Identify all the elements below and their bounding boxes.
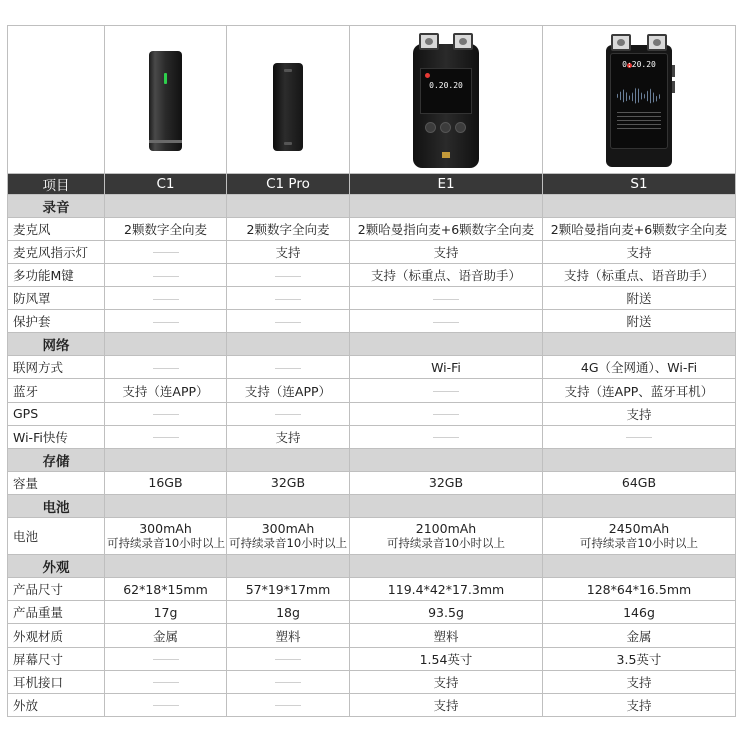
- e1-logo-icon: [442, 152, 450, 158]
- cell-e1: 支持（标重点、语音助手）: [350, 264, 543, 287]
- table-row: [8, 287, 736, 310]
- table-row: [8, 471, 736, 494]
- not-available-dash: [275, 276, 301, 277]
- cell-c1: 2颗数字全向麦: [105, 217, 227, 240]
- cell-e1: 32GB: [350, 471, 543, 494]
- cell-c1pro: [227, 670, 350, 693]
- cell-c1pro: [227, 402, 350, 425]
- cell-e1: [350, 518, 543, 555]
- row-label: 产品重量: [8, 601, 105, 624]
- s1-right-mic-icon: [647, 34, 667, 51]
- not-available-dash: [433, 322, 459, 323]
- cell-s1: 支持: [543, 240, 736, 263]
- row-label: 外放: [8, 693, 105, 716]
- row-label: 外观材质: [8, 624, 105, 647]
- cell-e1: [350, 287, 543, 310]
- section-title-battery: 电池: [8, 494, 105, 517]
- image-corner-cell: [8, 26, 105, 174]
- column-header-c1: C1: [105, 173, 227, 194]
- not-available-dash: [153, 276, 179, 277]
- battery-note: 可持续录音10小时以上: [579, 536, 699, 551]
- cell-s1: 4G（全网通）、Wi-Fi: [543, 356, 736, 379]
- row-label: 麦克风: [8, 217, 105, 240]
- cell-c1: 支持（连APP）: [105, 379, 227, 402]
- c1pro-device-image: [273, 63, 303, 151]
- row-label: 蓝牙: [8, 379, 105, 402]
- table-row: [8, 310, 736, 333]
- battery-capacity: 2100mAh: [415, 521, 477, 537]
- cell-e1: 支持: [350, 693, 543, 716]
- cell-e1: [350, 402, 543, 425]
- not-available-dash: [275, 368, 301, 369]
- cell-s1: 支持: [543, 693, 736, 716]
- s1-image-cell: [543, 26, 736, 174]
- not-available-dash: [153, 659, 179, 660]
- cell-c1pro: [227, 647, 350, 670]
- table-row: [8, 693, 736, 716]
- row-label: 防风罩: [8, 287, 105, 310]
- battery-note: 可持续录音10小时以上: [386, 536, 506, 551]
- cell-c1: [105, 356, 227, 379]
- cell-c1pro: 塑料: [227, 624, 350, 647]
- row-label: 电池: [8, 518, 105, 555]
- product-image-row: [8, 26, 736, 174]
- cell-c1pro: [227, 287, 350, 310]
- section-row: [8, 333, 736, 356]
- not-available-dash: [153, 252, 179, 253]
- cell-s1: 支持（连APP、蓝牙耳机）: [543, 379, 736, 402]
- cell-c1: [105, 647, 227, 670]
- cell-s1: 支持: [543, 402, 736, 425]
- row-label: GPS: [8, 402, 105, 425]
- not-available-dash: [275, 322, 301, 323]
- s1-left-mic-icon: [611, 34, 631, 51]
- table-row: [8, 240, 736, 263]
- not-available-dash: [153, 299, 179, 300]
- cell-c1pro: 18g: [227, 601, 350, 624]
- cell-c1pro: 57*19*17mm: [227, 578, 350, 601]
- c1-device-image: [149, 51, 182, 151]
- cell-c1: [105, 670, 227, 693]
- row-label: 容量: [8, 471, 105, 494]
- e1-right-mic-icon: [453, 33, 473, 50]
- row-label: 产品尺寸: [8, 578, 105, 601]
- cell-c1: [105, 402, 227, 425]
- table-row: [8, 356, 736, 379]
- cell-s1: 146g: [543, 601, 736, 624]
- cell-e1: 93.5g: [350, 601, 543, 624]
- cell-s1: 支持（标重点、语音助手）: [543, 264, 736, 287]
- battery-capacity: 300mAh: [261, 521, 315, 537]
- cell-s1: 64GB: [543, 471, 736, 494]
- section-title-network: 网络: [8, 333, 105, 356]
- cell-e1: 119.4*42*17.3mm: [350, 578, 543, 601]
- not-available-dash: [275, 682, 301, 683]
- table-row: [8, 402, 736, 425]
- not-available-dash: [153, 322, 179, 323]
- not-available-dash: [433, 391, 459, 392]
- cell-e1: Wi-Fi: [350, 356, 543, 379]
- cell-e1: [350, 310, 543, 333]
- s1-device-image: [606, 45, 672, 167]
- cell-c1pro: 支持（连APP）: [227, 379, 350, 402]
- cell-s1: [543, 518, 736, 555]
- cell-c1: [105, 264, 227, 287]
- cell-c1pro: 32GB: [227, 471, 350, 494]
- section-row: [8, 494, 736, 517]
- not-available-dash: [153, 705, 179, 706]
- cell-c1pro: [227, 693, 350, 716]
- e1-image-cell: [350, 26, 543, 174]
- cell-c1: [105, 240, 227, 263]
- section-row: [8, 448, 736, 471]
- section-row: [8, 194, 736, 217]
- not-available-dash: [626, 437, 652, 438]
- table-row: [8, 379, 736, 402]
- cell-e1: 2颗哈曼指向麦+6颗数字全向麦: [350, 217, 543, 240]
- not-available-dash: [275, 299, 301, 300]
- row-label: 耳机接口: [8, 670, 105, 693]
- not-available-dash: [433, 299, 459, 300]
- c1-led-icon: [164, 73, 167, 84]
- table-row: [8, 624, 736, 647]
- e1-button-icon: [440, 122, 451, 133]
- e1-screen-time: 0.20.20: [429, 81, 463, 91]
- section-title-appearance: 外观: [8, 555, 105, 578]
- cell-s1: 金属: [543, 624, 736, 647]
- cell-c1pro: 2颗数字全向麦: [227, 217, 350, 240]
- table-row: [8, 264, 736, 287]
- cell-s1: 支持: [543, 670, 736, 693]
- cell-e1: 支持: [350, 670, 543, 693]
- table-row: [8, 601, 736, 624]
- cell-c1pro: [227, 310, 350, 333]
- cell-c1pro: 支持: [227, 425, 350, 448]
- not-available-dash: [433, 437, 459, 438]
- s1-waveform-icon: [617, 85, 661, 105]
- cell-c1: [105, 693, 227, 716]
- cell-c1: 62*18*15mm: [105, 578, 227, 601]
- table-row: [8, 647, 736, 670]
- e1-button-icon: [425, 122, 436, 133]
- cell-s1: 附送: [543, 287, 736, 310]
- row-label: 屏幕尺寸: [8, 647, 105, 670]
- row-label: Wi-Fi快传: [8, 425, 105, 448]
- cell-s1: 2颗哈曼指向麦+6颗数字全向麦: [543, 217, 736, 240]
- not-available-dash: [153, 437, 179, 438]
- cell-c1pro: [227, 356, 350, 379]
- cell-c1: [105, 287, 227, 310]
- cell-s1: 3.5英寸: [543, 647, 736, 670]
- cell-e1: [350, 425, 543, 448]
- cell-c1: 金属: [105, 624, 227, 647]
- cell-s1: 128*64*16.5mm: [543, 578, 736, 601]
- not-available-dash: [275, 705, 301, 706]
- c1pro-image-cell: [227, 26, 350, 174]
- cell-s1: 附送: [543, 310, 736, 333]
- table-row: [8, 217, 736, 240]
- not-available-dash: [153, 368, 179, 369]
- e1-device-image: [413, 44, 479, 168]
- table-row: [8, 578, 736, 601]
- comparison-table: [7, 25, 736, 717]
- section-row: [8, 555, 736, 578]
- e1-screen: [420, 68, 472, 114]
- section-title-storage: 存储: [8, 448, 105, 471]
- cell-c1pro: [227, 518, 350, 555]
- column-header-c1pro: C1 Pro: [227, 173, 350, 194]
- table-row: [8, 670, 736, 693]
- cell-c1: [105, 310, 227, 333]
- e1-left-mic-icon: [419, 33, 439, 50]
- cell-c1pro: 支持: [227, 240, 350, 263]
- e1-button-icon: [455, 122, 466, 133]
- cell-c1: [105, 518, 227, 555]
- row-label: 麦克风指示灯: [8, 240, 105, 263]
- cell-c1: 16GB: [105, 471, 227, 494]
- table-row: [8, 518, 736, 555]
- not-available-dash: [433, 414, 459, 415]
- column-header-s1: S1: [543, 173, 736, 194]
- cell-c1pro: [227, 264, 350, 287]
- table-row: [8, 425, 736, 448]
- section-title-recording: 录音: [8, 194, 105, 217]
- cell-e1: 支持: [350, 240, 543, 263]
- s1-screen: [610, 53, 668, 149]
- header-row: [8, 173, 736, 194]
- cell-e1: 塑料: [350, 624, 543, 647]
- row-label: 多功能M键: [8, 264, 105, 287]
- cell-e1: 1.54英寸: [350, 647, 543, 670]
- column-header-item: 项目: [8, 173, 105, 194]
- battery-capacity: 2450mAh: [608, 521, 670, 537]
- not-available-dash: [275, 659, 301, 660]
- cell-c1: 17g: [105, 601, 227, 624]
- battery-note: 可持续录音10小时以上: [107, 536, 226, 551]
- s1-screen-time: 0:20.20: [622, 60, 656, 70]
- cell-e1: [350, 379, 543, 402]
- not-available-dash: [153, 682, 179, 683]
- cell-c1: [105, 425, 227, 448]
- cell-s1: [543, 425, 736, 448]
- column-header-e1: E1: [350, 173, 543, 194]
- battery-capacity: 300mAh: [139, 521, 192, 537]
- row-label: 联网方式: [8, 356, 105, 379]
- not-available-dash: [275, 414, 301, 415]
- battery-note: 可持续录音10小时以上: [229, 536, 348, 551]
- not-available-dash: [153, 414, 179, 415]
- row-label: 保护套: [8, 310, 105, 333]
- c1-image-cell: [105, 26, 227, 174]
